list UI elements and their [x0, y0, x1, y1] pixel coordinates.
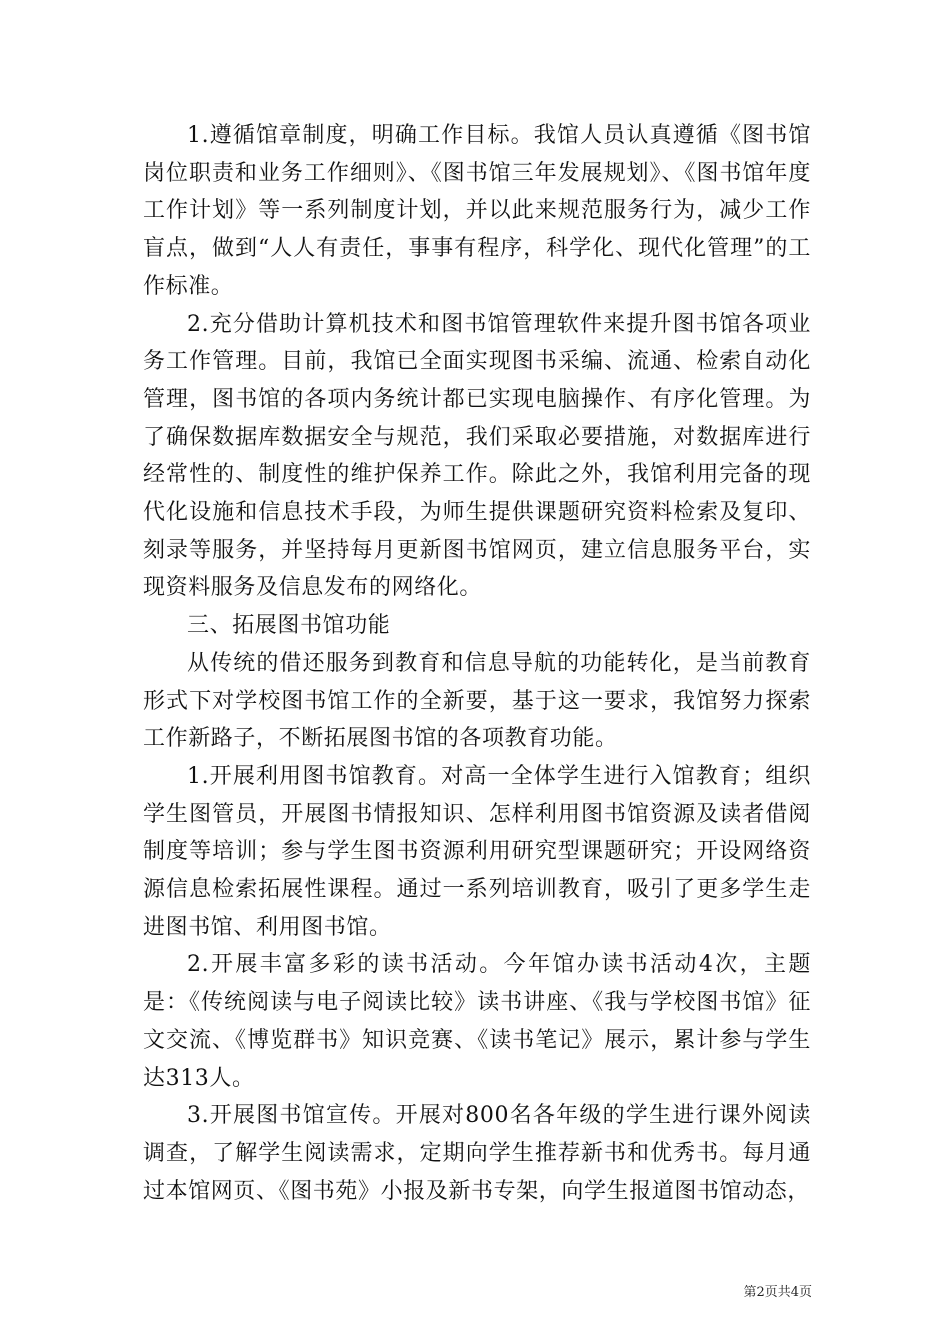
section-heading-expand-functions: 三、拓展图书馆功能: [187, 613, 391, 639]
paragraph-function-transformation: 从传统的借还服务到教育和信息导航的功能转化，是当前教育形式下对学校图书馆工作的全新要，基于这一要求，我馆努力探索工作新路子，不断拓展图书馆的各项教育功能。: [143, 650, 811, 752]
paragraph-library-education: 1.开展利用图书馆教育。对高一全体学生进行入馆教育；组织学生图管员，开展图书情报知识、怎样利用图书馆资源及读者借阅制度等培训；参与学生图书资源利用研究型课题研究；开设网络资源信息检索拓展性课程。通过一系列培训教育，吸引了更多学生走进图书馆、利用图书馆。: [143, 763, 811, 940]
paragraph-library-promotion: 3.开展图书馆宣传。开展对800名各年级的学生进行课外阅读调查，了解学生阅读需求，定期向学生推荐新书和优秀书。每月通过本馆网页、《图书苑》小报及新书专架，向学生报道图书馆动态，: [143, 1103, 811, 1204]
paragraph-computer-management: 2.充分借助计算机技术和图书馆管理软件来提升图书馆各项业务工作管理。目前，我馆已全面实现图书采编、流通、检索自动化管理，图书馆的各项内务统计都已实现电脑操作、有序化管理。为了确保数据库数据安全与规范，我们采取必要措施，对数据库进行经常性的、制度性的维护保养工作。除此之外，我馆利用完备的现代化设施和信息技术手段，为师生提供课题研究资料检索及复印、刻录等服务，并坚持每月更新图书馆网页，建立信息服务平台，实现资料服务及信息发布的网络化。: [143, 311, 811, 601]
page-number: 第2页共4页: [743, 1285, 812, 1300]
paragraph-reading-activities: 2.开展丰富多彩的读书活动。今年馆办读书活动4次，主题是：《传统阅读与电子阅读比较》读书讲座、《我与学校图书馆》征文交流、《博览群书》知识竞赛、《读书笔记》展示，累计参与学生达313人。: [143, 952, 811, 1091]
paragraph-rules: 1.遵循馆章制度，明确工作目标。我馆人员认真遵循《图书馆岗位职责和业务工作细则》、《图书馆三年发展规划》、《图书馆年度工作计划》等一系列制度计划，并以此来规范服务行为，减少工作盲点，做到“人人有责任，事事有程序，科学化、现代化管理”的工作标准。: [143, 123, 811, 299]
document-body: [143, 117, 811, 1210]
